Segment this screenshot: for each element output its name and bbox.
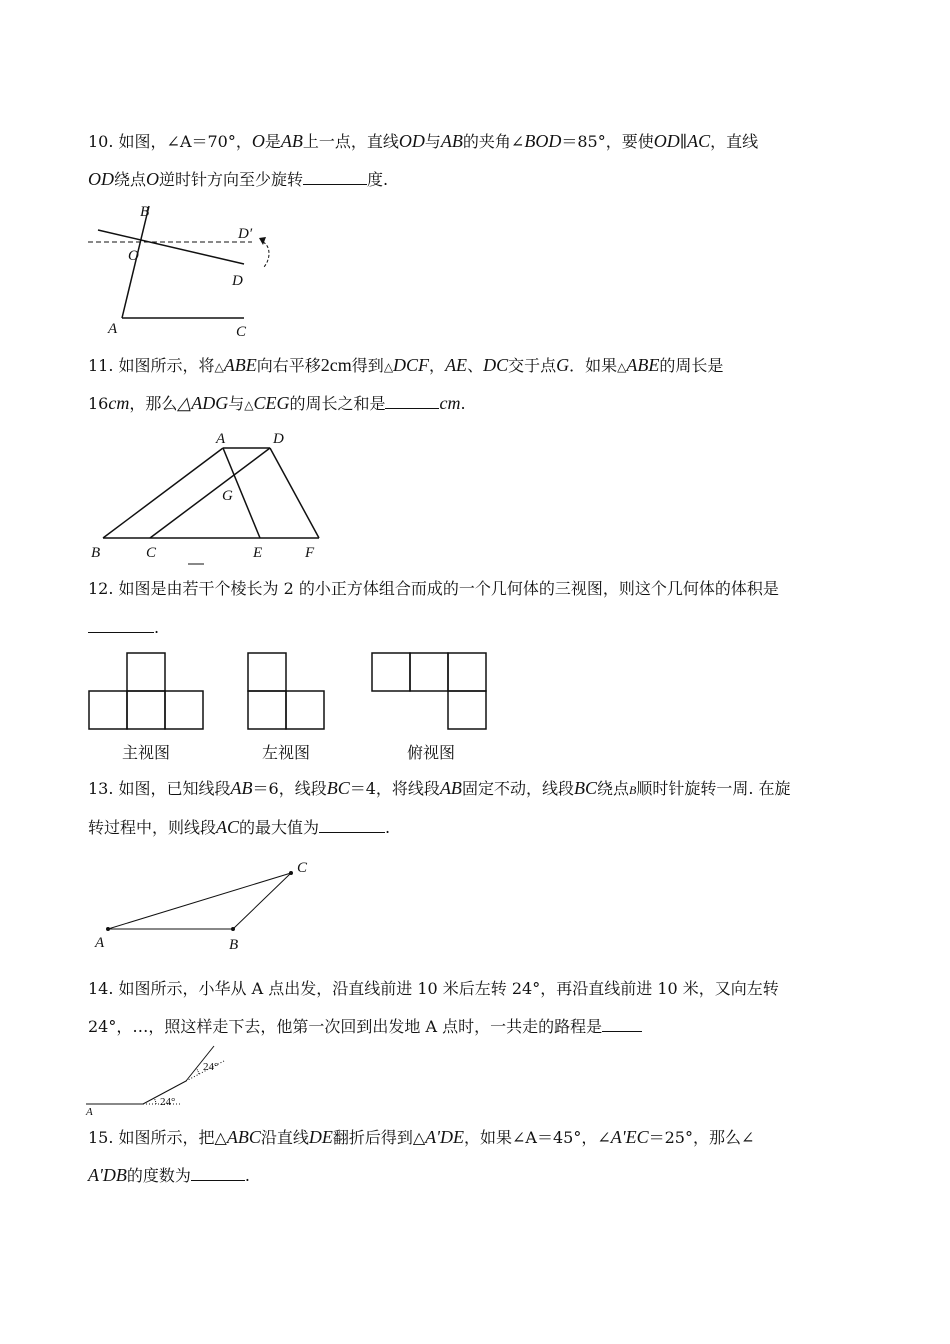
q10-figure: [82, 200, 282, 345]
q14-angle-2: 24°: [203, 1061, 219, 1073]
q10-label-b: B: [140, 204, 150, 220]
q12-line2: .: [88, 616, 159, 640]
q10-label-o: O: [128, 248, 139, 264]
q13-label-b: B: [229, 937, 239, 953]
q14-label-a: A: [86, 1106, 93, 1118]
q12-caption-front: 主视图: [121, 743, 171, 762]
q12-caption-left: 左视图: [261, 743, 311, 762]
q10-answer-blank[interactable]: [303, 168, 367, 185]
q14-angle-1: 24°: [160, 1096, 176, 1108]
q13-label-c: C: [297, 860, 308, 876]
q10-label-d-prime: D′: [238, 226, 253, 242]
q11-figure: [86, 428, 336, 573]
q14-answer-blank[interactable]: [602, 1015, 642, 1032]
q11-label-g: G: [222, 488, 233, 504]
q11-label-f: F: [305, 545, 315, 561]
q15-line1: 15. 如图所示，把△ABC沿直线DE翻折后得到△A'DE，如果∠A＝45°，∠A'EC＝25°，那么∠: [88, 1127, 755, 1147]
q13-label-a: A: [95, 935, 105, 951]
q11-answer-blank[interactable]: [385, 392, 439, 409]
q12-figure: [86, 650, 496, 765]
q15-line2: A'DB的度数为 .: [88, 1165, 250, 1185]
q13-answer-blank[interactable]: [319, 816, 385, 833]
q12-line1: 12. 如图是由若干个棱长为 2 的小正方体组合而成的一个几何体的三视图，则这个几何体的体积是: [88, 579, 779, 598]
q14-line1: 14. 如图所示，小华从 A 点出发，沿直线前进 10 米后左转 24°，再沿直线前进 10 米，又向左转: [88, 979, 779, 998]
q10-line2: OD绕点O逆时针方向至少旋转 度.: [88, 169, 389, 189]
q13-line1: 13. 如图，已知线段AB＝6，线段BC＝4，将线段AB固定不动，线段BC绕点B顺时针旋转一周. 在旋: [88, 778, 791, 798]
q11-label-a: A: [216, 431, 226, 447]
q10-label-a: A: [108, 321, 118, 337]
q11-label-b: B: [91, 545, 101, 561]
q11-label-e: E: [253, 545, 263, 561]
q12-answer-blank[interactable]: [88, 616, 154, 633]
q10-label-d: D: [232, 273, 243, 289]
q10-line1: 10. 如图，∠A＝70°，O是AB上一点，直线OD与AB的夹角∠BOD＝85°，要使OD∥AC，直线: [88, 131, 759, 151]
q14-figure: [86, 1043, 256, 1118]
q15-answer-blank[interactable]: [191, 1164, 245, 1181]
q10-label-c: C: [236, 324, 247, 340]
q13-figure: [88, 850, 328, 960]
q11-line1: 11. 如图所示，将△ABE向右平移2cm得到△DCF，AE、DC交于点G．如果△ABE的周长是: [88, 355, 724, 375]
q14-line2: 24°，…，照这样走下去，他第一次回到出发地 A 点时，一共走的路程是: [88, 1015, 642, 1039]
q11-label-c: C: [146, 545, 157, 561]
q12-caption-top: 俯视图: [406, 743, 456, 762]
q13-line2: 转过程中，则线段AC的最大值为 .: [88, 817, 391, 837]
q11-label-d: D: [273, 431, 284, 447]
q11-line2: 16cm，那么△ADG与△CEG的周长之和是 cm.: [88, 393, 466, 413]
